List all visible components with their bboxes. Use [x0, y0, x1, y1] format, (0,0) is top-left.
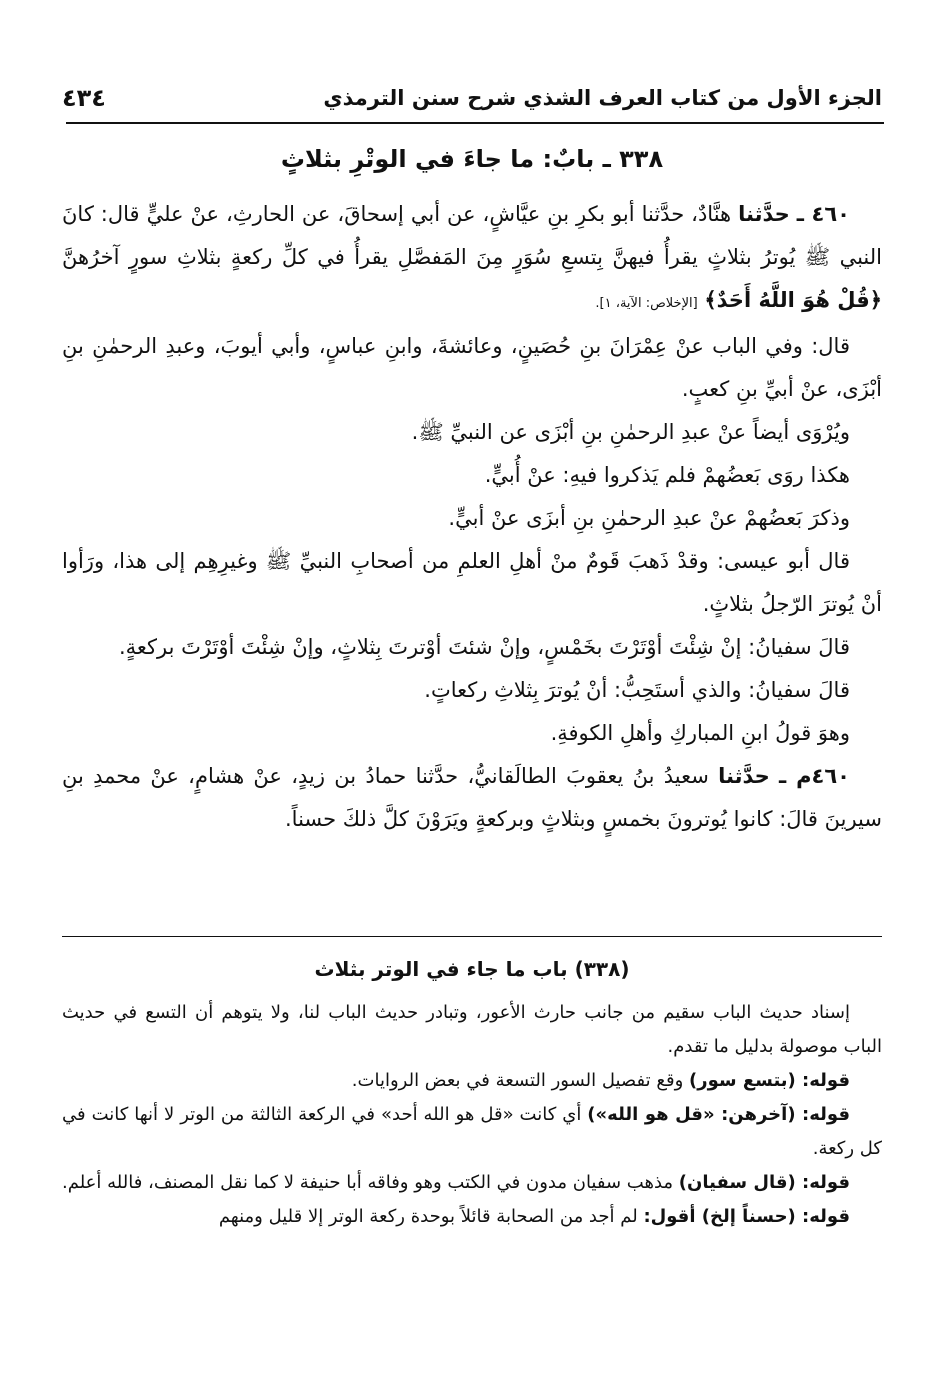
commentary-text-5: لم أجد من الصحابة قائلاً بوحدة ركعة الوتر إلا قليل ومنهم [218, 1206, 638, 1227]
commentary-title: (٣٣٨) باب ما جاء في الوتر بثلاث [314, 957, 630, 981]
hadith-460m [62, 755, 882, 841]
commentary-label-2: قوله: (بتسع سور) [689, 1070, 850, 1091]
hadith-460-number: ٤٦٠ ـ [796, 202, 850, 226]
hadith-460m-text: سعيدُ بنُ يعقوبَ الطالَقانيُّ، حدَّثنا حمادُ بن زيدٍ، عنْ هشامٍ، عنْ محمدِ بنِ سيرينَ قالَ: كانوا يُوترونَ بخمسٍ وبثلاثٍ وبركعةٍ ويَرَوْنَ كلَّ ذلكَ حسناً. [62, 764, 882, 831]
chapter-title: ٣٣٨ ـ بابٌ: ما جاءَ في الوتْرِ بثلاثٍ [280, 145, 664, 173]
paragraph-dhakara: وذكرَ بَعضُهمْ عنْ عبدِ الرحمٰنِ بنِ أبزَى عنْ أبيٍّ. [448, 506, 850, 530]
commentary-text-4: مذهب سفيان مدون في الكتب وهو وفاقه أبا حنيفة لا كما نقل المصنف، فالله أعلم. [62, 1172, 674, 1193]
paragraph-huwa: وهوَ قولُ ابنِ المباركِ وأهلِ الكوفةِ. [550, 721, 850, 745]
paragraph-abu-isa: قال أبو عيسى: وقدْ ذَهبَ قَومٌ منْ أهلِ العلمِ من أصحابِ النبيِّ ﷺ وغيرِهِم إلى هذا، ورَأوا أنْ يُوترَ الرّجلُ بثلاثٍ. [62, 549, 882, 616]
commentary-text-3: أي كانت «قل هو الله أحد» في الركعة الثالثة من الوتر لا أنها كانت في كل ركعة. [62, 1104, 882, 1159]
commentary-label-5: قوله: (حسناً إلخ) أقول: [643, 1206, 850, 1227]
commentary-text [62, 996, 882, 1234]
commentary-paragraph-5 [62, 1200, 882, 1234]
paragraph-bab: قال: وفي الباب عنْ عِمْرَانَ بنِ حُصَينٍ، وعائشةَ، وابنِ عباسٍ، وأبي أيوبَ، وعبدِ الرحمٰنِ بنِ أبْزَى، عنْ أبيِّ بنِ كعبٍ. [62, 334, 882, 401]
paragraph-hakadha: هكذا روَى بَعضُهمْ فلم يَذكروا فيهِ: عنْ أُبيٍّ. [484, 463, 850, 487]
quran-reference: [الإخلاص: الآية، ١]. [595, 296, 698, 311]
commentary-label-3: قوله: (آخرهن: «قل هو الله») [587, 1104, 850, 1125]
paragraph-yurwa: ويُرْوَى أيضاً عنْ عبدِ الرحمٰنِ بنِ أبْزَى عن النبيِّ ﷺ. [411, 420, 850, 444]
commentary-paragraph-3 [62, 1098, 882, 1166]
hadith-460 [62, 193, 882, 325]
commentary-paragraph-1: إسناد حديث الباب سقيم من جانب حارث الأعور، وتبادر حديث الباب لنا، ولا يتوهم أن التسع في حديث الباب موصولة بدليل ما تقدم. [62, 1002, 882, 1057]
commentary-label-4: قوله: (قال سفيان) [678, 1172, 850, 1193]
hadith-460m-lead: حدَّثنا [718, 764, 770, 788]
commentary-text-2: وقع تفصيل السور التسعة في بعض الروايات. [351, 1070, 684, 1091]
paragraph-sufyan-1: قالَ سفيانُ: إنْ شِئْتَ أوْتَرْتَ بخَمْسٍ، وإنْ شئتَ أوْترتَ بِثلاثٍ، وإنْ شِئْتَ أوْتَرْتَ بركعةٍ. [118, 635, 850, 659]
quran-verse: ﴿قُلْ هُوَ اللَّهُ أَحَدٌ﴾ [704, 288, 882, 312]
main-text [62, 193, 882, 841]
commentary-rule [62, 936, 882, 937]
commentary-paragraph-4 [62, 1166, 882, 1200]
paragraph-sufyan-2: قالَ سفيانُ: والذي أستَحِبُّ: أنْ يُوترَ بِثلاثِ ركعاتٍ. [424, 678, 850, 702]
hadith-460-text: هنَّادٌ، حدَّثنا أبو بكرِ بنِ عيَّاشٍ، عن أبي إسحاقَ، عن الحارثِ، عنْ عليٍّ قال: كانَ النبي ﷺ يُوترُ بثلاثٍ يقرأُ فيهنَّ بِتسعِ سُوَرٍ مِنَ المَفصَّلِ يقرأُ في كلِّ ركعةٍ بثلاثِ سورٍ آخرُهنَّ [62, 202, 882, 269]
page-number: ٤٣٤ [62, 84, 106, 112]
running-title: الجزء الأول من كتاب العرف الشذي شرح سنن الترمذي [323, 86, 882, 110]
hadith-460-lead: حدَّثنا [738, 202, 790, 226]
page-header [62, 78, 882, 118]
hadith-460m-number: ٤٦٠م ـ [779, 764, 850, 788]
header-rule [66, 122, 884, 124]
commentary-paragraph-2 [62, 1064, 882, 1098]
